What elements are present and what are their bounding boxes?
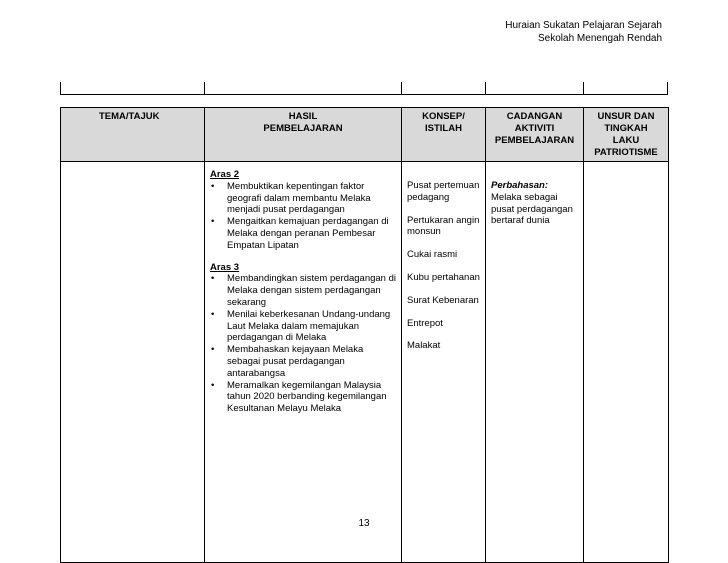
aras2-heading: Aras 2 [210,169,240,180]
konsep-item: Pusat pertemuan pedagang [407,180,480,203]
konsep-item: Entrepot [407,317,443,329]
list-item-text: Menilai keberkesanan Undang-undang Laut Melaka dalam memajukan perdagangan di Melaka [227,308,391,344]
konsep-item: Surat Kebenaran [407,294,479,306]
list-item-text: Membandingkan sistem perdagangan di Melaka dengan sistem perdagangan sekarang [227,273,396,308]
cell-konsep [402,162,486,563]
cell-unsur [584,162,669,563]
col-header-unsur-text: UNSUR DAN TINGKAH LAKU PATRIOTISME [594,111,658,158]
aras3-list [210,273,397,415]
header-subtitle: Sekolah Menengah Rendah [538,33,662,44]
stub-divider [485,82,486,94]
list-item-text: Mengaitkan kemajuan perdagangan di Melaka dengan peranan Pembesar Empatan Lipatan [227,216,389,251]
cell-cadangan [486,162,584,563]
col-header-hasil-text: HASIL PEMBELAJARAN [263,111,343,134]
list-item [210,309,397,344]
col-header-konsep-text: KONSEP/ ISTILAH [422,111,465,134]
previous-table-stub [60,82,668,95]
list-item [210,181,397,216]
col-header-cadangan: CADANGAN AKTIVITI PEMBELAJARAN [486,108,584,162]
list-item [210,216,397,251]
aras2-list [210,181,397,252]
col-header-konsep [402,108,486,162]
curriculum-table [60,107,669,563]
bullet-icon: • [211,379,215,391]
aras3-heading: Aras 3 [210,261,240,273]
cell-hasil [205,162,402,563]
bullet-icon: • [211,308,215,320]
list-item-text: Membuktikan kepentingan faktor geografi dalam membantu Melaka menjadi pusat perdagangan [227,180,371,216]
document-header [505,19,662,45]
konsep-item: Kubu pertahanan [407,271,480,283]
list-item-text: Membahaskan kejayaan Melaka sebagai pusat perdagangan antarabangsa [227,344,364,379]
list-item-text: Meramalkan kegemilangan Malaysia tahun 2020 berbanding kegemilangan Kesultanan Melayu Melaka [227,379,387,415]
stub-divider [204,82,205,94]
list-item [210,344,397,379]
activity-title: Perbahasan: [491,180,549,191]
col-header-tema: TEMA/TAJUK [61,108,205,162]
table-header-row [61,108,669,162]
header-title: Huraian Sukatan Pelajaran Sejarah [505,20,662,31]
col-header-unsur [584,108,669,162]
bullet-icon: • [211,216,215,228]
col-header-hasil [205,108,402,162]
table-row [61,162,669,563]
bullet-icon: • [211,273,215,285]
bullet-icon: • [211,180,215,192]
cell-tema [61,162,205,563]
konsep-item: Pertukaran angin monsun [407,214,480,238]
bullet-icon: • [211,344,215,356]
stub-divider [401,82,402,94]
page-number: 13 [358,518,370,529]
konsep-item: Cukai rasmi [407,249,458,261]
konsep-item: Malakat [407,340,441,352]
list-item [210,273,397,308]
list-item [210,380,397,415]
activity-text: Melaka sebagai pusat perdagangan bertaraf dunia [491,191,573,227]
stub-divider [583,82,584,94]
